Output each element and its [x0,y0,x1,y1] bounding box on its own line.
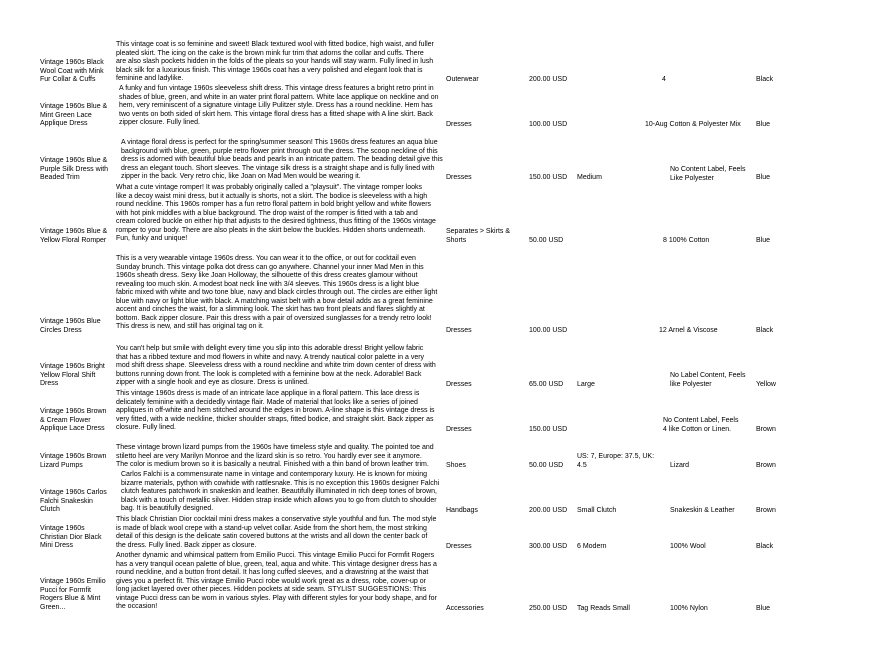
product-material: No Content Label, Feels 4 like Cotton or Linen. [663,417,739,433]
product-category: Accessories [446,605,484,612]
product-description: These vintage brown lizard pumps from the 1960s have timeless style and quality. The pointed toe and stiletto heel are very Marilyn Monroe and the lizard skin is so retro. You hardly ever see it anymore. The color is medium brown so it is basically a neutral. Finished with a thin band of brown leather trim. [116,444,434,468]
product-price: 65.00 USD [529,381,564,388]
product-name: Vintage 1960s Blue & Mint Green Lace Applique Dress [40,103,108,127]
product-color: Brown [756,462,776,469]
product-price: 50.00 USD [529,237,564,244]
product-category: Handbags [446,507,478,514]
product-price: 100.00 USD [529,121,568,128]
product-size: Medium [577,174,602,181]
product-material: 100% Nylon [670,605,708,612]
product-material: 8 100% Cotton [663,237,710,244]
product-color: Yellow [756,381,776,388]
product-name: Vintage 1960s Blue & Purple Silk Dress with Beaded Trim [40,157,109,181]
product-name: Vintage 1960s Brown & Cream Flower Applique Lace Dress [40,408,107,432]
product-category: Separates > Skirts & Shorts [446,228,511,244]
product-color: Blue [756,605,771,612]
product-color: Black [756,327,774,334]
product-description: A funky and fun vintage 1960s sleeveless shift dress. This vintage dress features a bright retro print in shades of blue, green, and white in an water print floral pattern. White lace applique on neckline and on hem, very reminiscent of a signature vintage Lilly Pulitzer style. Dress has a round neckline. Hem has two vents on both sided of skirt hem. This vintage floral dress has a fitted shape with A line skirt. Back zipper closure. Fully lined. [119,85,439,126]
product-price: 200.00 USD [529,507,568,514]
product-price: 200.00 USD [529,76,568,83]
product-name: Vintage 1960s Bright Yellow Floral Shift Dress [40,363,105,387]
product-name: Vintage 1960s Carlos Falchi Snakeskin Clutch [40,489,107,513]
product-size: US: 7, Europe: 37.5, UK: 4.5 [577,453,655,469]
product-color: Brown [756,507,776,514]
product-name: Vintage 1960s Brown Lizard Pumps [40,453,107,469]
product-material: 4 [662,76,666,83]
product-size: Small Clutch [577,507,617,514]
product-name: Vintage 1960s Emilio Pucci for Formfit Rogers Blue & Mint Green... [40,578,106,611]
product-description: Carlos Falchi is a commensurate name in vintage and contemporary luxury. He is known for mixing bizarre materials, python with cowhide with rattlesnake. This is no exception this 1960s designer Falchi clutch features patchwork in snakeskin and leather. Beautifully illuminated in rich deep tones of brown, black with a touch of metallic silver. Hidden strap inside which allows you to go from clutch to shoulder bag. It is beautifully designed. [121,471,440,512]
product-category: Dresses [446,174,472,181]
product-description: This black Christian Dior cocktail mini dress makes a conservative style youthful and fun. The mod style is made of black wool crepe with a stand-up velvet collar. Aside from the short hem, the most striking detail of this design is the delicate satin covered buttons at the wrists and all down the center back of the dress. Fully lined. Back zipper as closure. [116,516,437,549]
product-category: Dresses [446,543,472,550]
product-name: Vintage 1960s Black Wool Coat with Mink Fur Collar & Cuffs [40,59,104,83]
product-name: Vintage 1960s Blue & Yellow Floral Romper [40,228,108,244]
product-price: 150.00 USD [529,426,568,433]
product-description: What a cute vintage romper! It was probably originally called a "playsuit". The vintage romper looks like a decoy waist mini dress, but it actually is shorts, not a skirt. The bodice is sleeveless with a high round neckline. This 1960s romper has a fun retro floral pattern in bold bright yellow and white flowers with hot pink middles with a blue background. The drop waist of the romper is fitted with a tab and cream colored buckle on either hip that adjusts to the desired tightness, thus fitting of the 1960s vintage romper to your body. There are also pleats in the skirt below the buckles. Hidden shorts underneath. Fun, funky and unique! [116,184,436,242]
product-size: 6 Modern [577,543,607,550]
product-price: 100.00 USD [529,327,568,334]
product-category: Shoes [446,462,466,469]
product-color: Blue [756,174,771,181]
product-description: Another dynamic and whimsical pattern from Emilio Pucci. This vintage Emilio Pucci for Formfit Rogers has a very tranquil ocean palette of blue, green, teal, aqua and white. This vintage designer dress has a round neckline, and a button front detail. It has long cuffed sleeves, and a drawstring at the waist that gives you a perfect fit. This vintage Emilio Pucci robe would work great as a dress, robe, cover-up or long jacket layered over other pieces. Hidden pockets at side seam. STYLIST SUGGESTIONS: This vintage Pucci dress can be worn in various styles. Play with different styles for your body shape, and for the occasion! [116,552,437,610]
product-material: No Content Label, Feels Like Polyester [670,166,746,182]
product-color: Brown [756,426,776,433]
product-price: 300.00 USD [529,543,568,550]
product-material: 12 Arnel & Viscose [659,327,718,334]
product-material: 10-Aug Cotton & Polyester Mix [645,121,741,128]
product-category: Dresses [446,426,472,433]
product-description: You can't help but smile with delight every time you slip into this adorable dress! Bright yellow fabric that has a ribbed texture and mod flowers in white and navy. A trendy nautical color palette in a very mod shift dress shape. Sleeveless dress with a round neckline and white trim down center of dress with buttons running down front. The look is completed with a feminine bow at the neck. Adorable! Back zipper with a single hook and eye as closure. Dress is unlined. [116,345,436,386]
product-size: Large [577,381,595,388]
product-description: A vintage floral dress is perfect for the spring/summer season! This 1960s dress features an aqua blue background with blue, green, purple retro flower print through out the dress. The scoop neckline of this dress is adorned with beautiful blue beads and pearls in an intricate pattern. The beading detail give this dress an elegant touch. Short sleeves. The vintage silk dress is a straight shape and is fully lined with zipper in the back. Very retro chic, like Joan on Mad Men would be wearing it. [121,139,443,180]
product-color: Blue [756,237,771,244]
product-category: Dresses [446,381,472,388]
product-description: This vintage coat is so feminine and sweet! Black textured wool with fitted bodice, high waist, and fuller pleated skirt. The icing on the cake is the brown mink fur trim that adorns the collar and cuffs. There are also slash pockets hidden in the folds of the pleats so your hands will stay warm. Fully lined in lush black silk for a luxurious finish. This vintage 1960s coat has a very polished and elegant look that is feminine and ladylike. [116,41,434,82]
product-material: Snakeskin & Leather [670,507,735,514]
product-description: This is a very wearable vintage 1960s dress. You can wear it to the office, or out for cocktail even Sunday brunch. This vintage polka dot dress can go anywhere. Channel your inner Mad Men in this 1960s sheath dress. Sexy like Joan Holloway, the silhouette of this dress creates glamour without revealing too much skin. A modest boat neck line with 3/4 sleeves. This 1960s dress is a light blue fabric mixed with white and two tone blue, navy and black circles through out. The circles are either light blue with navy or light blue with black. A matching waist belt with a bow detail adds as a great feminine accent and cinches the waist, for a slimming look. The skirt has two front pleats and flares slightly at bottom. Back zipper closure. Pair this dress with a pair of oversized sunglasses for a trendy retro look! This dress is new, and still has original tag on it. [116,255,438,330]
product-price: 250.00 USD [529,605,568,612]
product-price: 50.00 USD [529,462,564,469]
product-description: This vintage 1960s dress is made of an intricate lace applique in a floral pattern. This lace dress is delicately feminine with a decidedly vintage flair. Made of material that looks like a series of joined appliques in off-white and hem stitched around the edges in brown. A-line shape is this vintage dress is very fitted, with a wide neckline, thicker shoulder straps, fitted bodice, and straight skirt. Back zipper as closure. Fully lined. [116,390,435,431]
product-material: 100% Wool [670,543,706,550]
product-material: No Label Content, Feels like Polyester [670,372,746,388]
product-material: Lizard [670,462,690,469]
product-category: Dresses [446,327,472,334]
product-size: Tag Reads Small [577,605,630,612]
product-category: Outerwear [446,76,479,83]
product-name: Vintage 1960s Blue Circles Dress [40,318,101,334]
product-color: Blue [756,121,771,128]
product-category: Dresses [446,121,472,128]
product-color: Black [756,543,774,550]
product-color: Black [756,76,774,83]
product-price: 150.00 USD [529,174,568,181]
product-name: Vintage 1960s Christian Dior Black Mini Dress [40,525,102,549]
